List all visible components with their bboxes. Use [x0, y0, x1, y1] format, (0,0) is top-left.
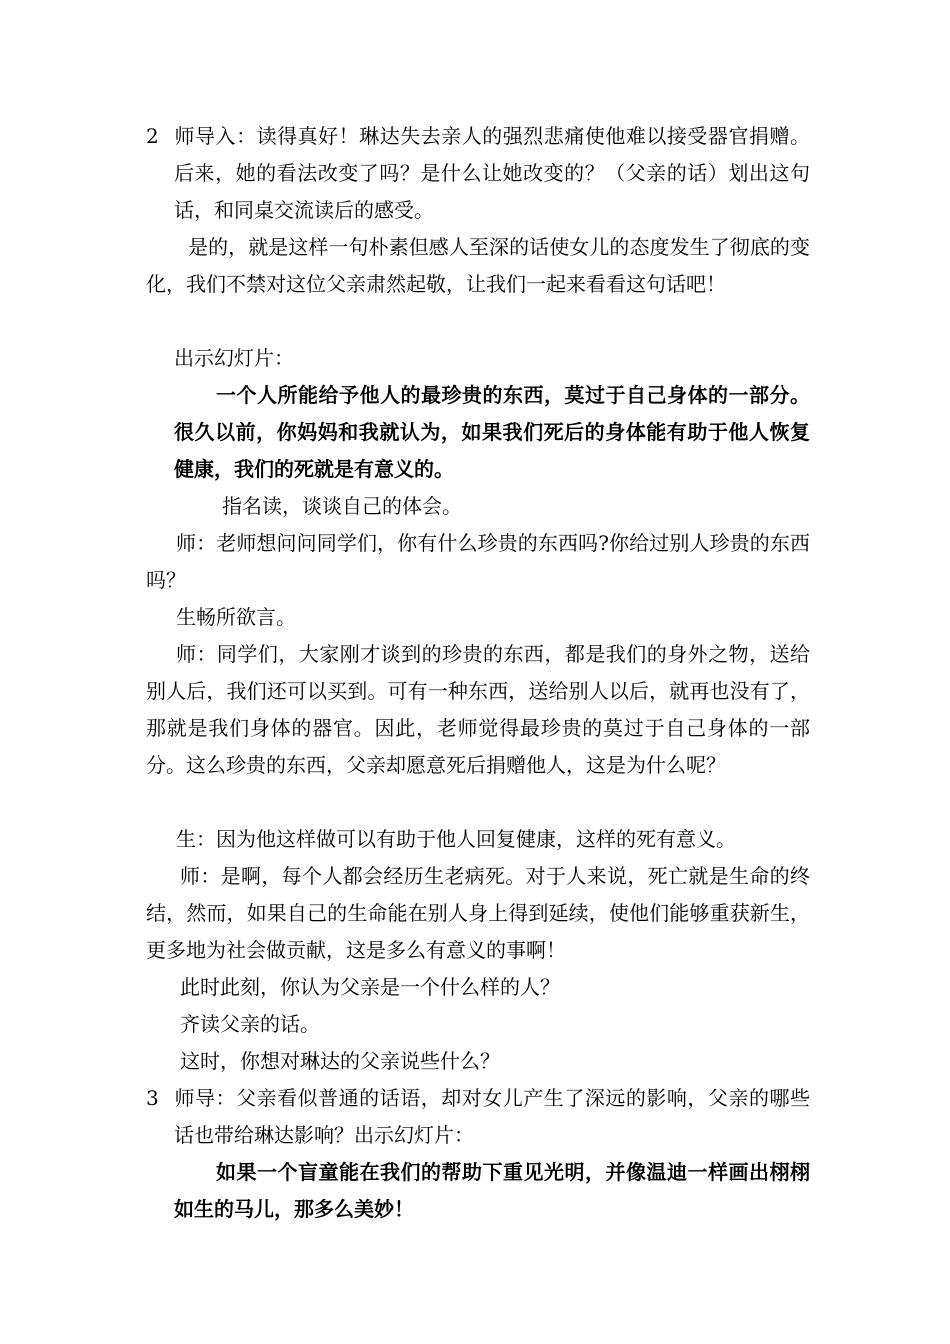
paragraph-number: 2	[146, 124, 159, 148]
paragraph-teacher-explain: 师：同学们，大家刚才谈到的珍贵的东西，都是我们的身外之物，送给别人后，我们还可以买到。可有一种东西，送给别人以后，就再也没有了，那就是我们身体的器官。因此，老师觉得最珍贵的莫过于自己身体的一部分。这么珍贵的东西，父亲却愿意死后捐赠他人，这是为什么呢？	[146, 642, 810, 777]
paragraph-say-to-father: 这时，你想对琳达的父亲说些什么？	[180, 1049, 500, 1073]
paragraph-student-speak: 生畅所欲言。	[176, 605, 296, 629]
paragraph-text: 师导入：读得真好！琳达失去亲人的强烈悲痛使他难以接受器官捐赠。后来，她的看法改变了吗？是什么让她改变的？（父亲的话）划出这句话，和同桌交流读后的感受。	[174, 124, 810, 222]
paragraph-teacher-comment: 是的，就是这样一句朴素但感人至深的话使女儿的态度发生了彻底的变化，我们不禁对这位父亲肃然起敬，让我们一起来看看这句话吧！	[146, 235, 810, 296]
paragraph-teacher-question: 师：老师想问问同学们，你有什么珍贵的东西吗?你给过别人珍贵的东西吗？	[146, 531, 810, 592]
paragraph-show-slide: 出示幻灯片：	[174, 346, 294, 370]
paragraph-question-father: 此时此刻，你认为父亲是一个什么样的人？	[180, 975, 560, 999]
paragraph-text: 师导：父亲看似普通的话语，却对女儿产生了深远的影响，父亲的哪些话也带给琳达影响？出示幻灯片：	[174, 1086, 810, 1147]
paragraph-3	[146, 1080, 810, 1154]
paragraph-2	[146, 118, 810, 229]
paragraph-teacher-reflect: 师：是啊，每个人都会经历生老病死。对于人来说，死亡就是生命的终结，然而，如果自己的生命能在别人身上得到延续，使他们能够重获新生，更多地为社会做贡献，这是多么有意义的事啊！	[146, 864, 810, 962]
paragraph-student-answer: 生：因为他这样做可以有助于他人回复健康，这样的死有意义。	[176, 827, 736, 851]
quote-blind-child: 如果一个盲童能在我们的帮助下重见光明，并像温迪一样画出栩栩如生的马儿，那多么美妙！	[174, 1160, 810, 1221]
quote-father-words: 一个人所能给予他人的最珍贵的东西，莫过于自己身体的一部分。很久以前，你妈妈和我就认为，如果我们死后的身体能有助于他人恢复健康，我们的死就是有意义的。	[174, 383, 810, 481]
paragraph-read-together: 齐读父亲的话。	[180, 1012, 320, 1036]
paragraph-number: 3	[146, 1086, 159, 1110]
paragraph-read-aloud: 指名读，谈谈自己的体会。	[222, 494, 462, 518]
